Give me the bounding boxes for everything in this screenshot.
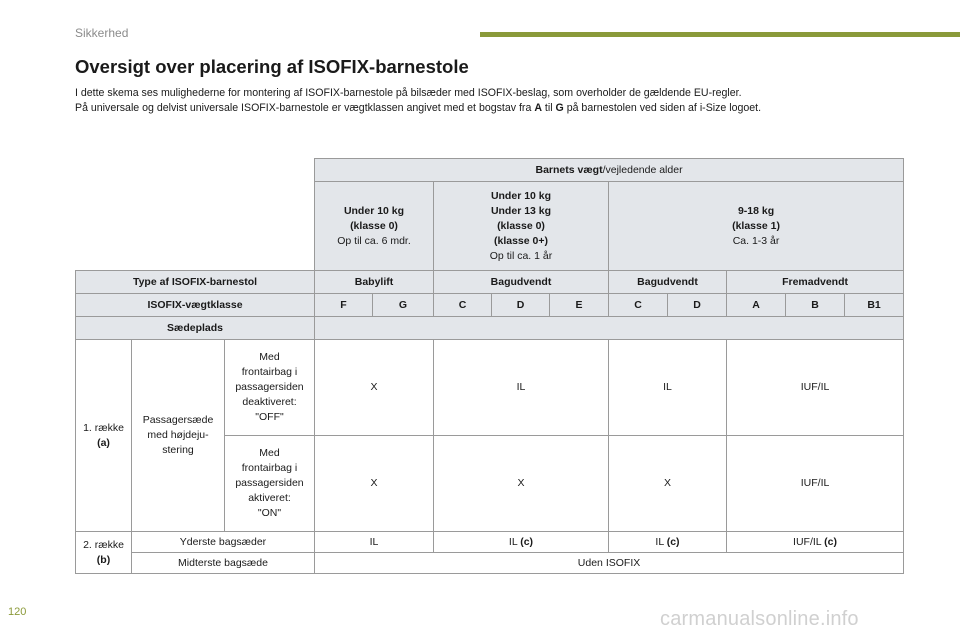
class-cell: G <box>373 294 434 317</box>
row2-middle <box>76 553 904 574</box>
group3-age: Ca. 1-3 år <box>732 234 780 247</box>
intro-line-2-post: på barnestolen ved siden af i-Size logoet. <box>563 102 762 114</box>
section-accent-bar <box>480 32 960 37</box>
letter-g: G <box>555 102 564 114</box>
type-bagudvendt-1: Bagudvendt <box>434 271 609 294</box>
airbag-off-line: "OFF" <box>255 411 284 423</box>
group2-age: Op til ca. 1 år <box>489 249 553 262</box>
weight-groups-row <box>76 182 904 271</box>
intro-line-2-mid: til <box>541 102 556 114</box>
row2-label-text: 2. række <box>83 538 124 551</box>
page-number: 120 <box>8 606 27 618</box>
class-cell: B <box>786 294 845 317</box>
row1-off <box>76 340 904 436</box>
watermark: carmanualsonline.info <box>660 608 859 630</box>
intro-line-1: I dette skema ses mulighederne for montering af ISOFIX-barnestole på bilsæder med ISOFIX-beslag, som overholder de gældende EU-regler. <box>75 87 742 99</box>
weight-header-rest: /vejledende alder <box>602 163 683 176</box>
row2-outer-value <box>434 532 609 553</box>
row2-label <box>76 532 132 574</box>
group3-class: (klasse 1) <box>732 219 780 232</box>
group1-class: (klasse 0) <box>350 219 398 232</box>
row1-off-value: IUF/IL <box>727 340 904 436</box>
class-cell: F <box>315 294 373 317</box>
type-bagudvendt-2: Bagudvendt <box>609 271 727 294</box>
group3-weight: 9-18 kg <box>737 204 775 217</box>
weight-header-row <box>76 159 904 182</box>
type-fremadvendt: Fremadvendt <box>727 271 904 294</box>
row1-on-value: X <box>609 436 727 532</box>
airbag-on-line: aktiveret: <box>248 492 291 504</box>
row1-off-value: X <box>315 340 434 436</box>
airbag-off-line: Med <box>259 351 280 363</box>
row2-outer-value <box>315 532 434 553</box>
value-text: IL <box>655 535 667 548</box>
class-cell: E <box>550 294 609 317</box>
group1-age: Op til ca. 6 mdr. <box>337 234 411 247</box>
value-text: IL <box>369 535 379 548</box>
airbag-on-line: frontairbag i <box>241 462 298 474</box>
airbag-on-label <box>225 436 315 532</box>
airbag-on-line: Med <box>259 447 280 459</box>
airbag-off-line: deaktiveret: <box>242 396 297 408</box>
row1-seat-line: stering <box>162 444 194 456</box>
class-cell: D <box>668 294 727 317</box>
row2-outer-value <box>727 532 904 553</box>
row2-outer <box>76 532 904 553</box>
row1-seat-line: med højdeju- <box>147 429 209 441</box>
group2-weight-2: Under 13 kg <box>490 204 552 217</box>
row1-label <box>76 340 132 532</box>
value-text: IUF/IL <box>793 535 825 548</box>
row1-letter: (a) <box>97 436 110 449</box>
note-marker: (c) <box>824 535 838 548</box>
row2-outer-value <box>609 532 727 553</box>
airbag-off-label <box>225 340 315 436</box>
group2-class-2: (klasse 0+) <box>494 234 548 247</box>
airbag-on-line: "ON" <box>257 507 282 519</box>
outer-seats-label: Yderste bagsæder <box>132 532 315 553</box>
type-row <box>76 271 904 294</box>
row1-off-value: IL <box>609 340 727 436</box>
group2-class-1: (klasse 0) <box>497 219 545 232</box>
middle-seat-label: Midterste bagsæde <box>132 553 315 574</box>
class-label: ISOFIX-vægtklasse <box>76 294 315 317</box>
row1-on-value: X <box>315 436 434 532</box>
weight-header <box>315 159 904 182</box>
group2-weight-1: Under 10 kg <box>490 189 552 202</box>
note-marker: (c) <box>666 535 680 548</box>
middle-seat-value: Uden ISOFIX <box>315 553 904 574</box>
row1-seat <box>132 340 225 532</box>
row1-on-value: X <box>434 436 609 532</box>
airbag-on-line: passagersiden <box>235 477 304 489</box>
class-cell: C <box>609 294 668 317</box>
row2-letter: (b) <box>96 553 111 566</box>
value-text: IL <box>508 535 521 548</box>
intro-line-2-pre: På universale og delvist universale ISOFIX-barnestole er vægtklassen angivet med et bogstav fra <box>75 102 535 114</box>
class-cell: C <box>434 294 492 317</box>
class-cell: B1 <box>845 294 904 317</box>
row1-label-text: 1. række <box>83 421 124 434</box>
type-label: Type af ISOFIX-barnestol <box>76 271 315 294</box>
group1-weight: Under 10 kg <box>343 204 405 217</box>
seat-label: Sædeplads <box>76 317 315 340</box>
seat-header-row <box>76 317 904 340</box>
weight-group-2 <box>434 182 609 271</box>
type-babylift: Babylift <box>315 271 434 294</box>
class-cell: D <box>492 294 550 317</box>
intro-line-2 <box>75 101 935 116</box>
class-cell: A <box>727 294 786 317</box>
row1-seat-line: Passagersæde <box>142 414 214 426</box>
isofix-table <box>75 158 904 574</box>
weight-group-1 <box>315 182 434 271</box>
airbag-off-line: frontairbag i <box>241 366 298 378</box>
intro-text <box>75 86 935 116</box>
weight-group-3 <box>609 182 904 271</box>
page-title: Oversigt over placering af ISOFIX-barnestole <box>75 56 469 77</box>
weight-header-bold: Barnets vægt <box>535 163 603 176</box>
row1-off-value: IL <box>434 340 609 436</box>
section-label: Sikkerhed <box>75 26 129 40</box>
row1-on-value: IUF/IL <box>727 436 904 532</box>
note-marker: (c) <box>520 535 534 548</box>
seat-header-filler <box>315 317 904 340</box>
class-row <box>76 294 904 317</box>
letter-a: A <box>534 102 542 114</box>
airbag-off-line: passagersiden <box>235 381 304 393</box>
